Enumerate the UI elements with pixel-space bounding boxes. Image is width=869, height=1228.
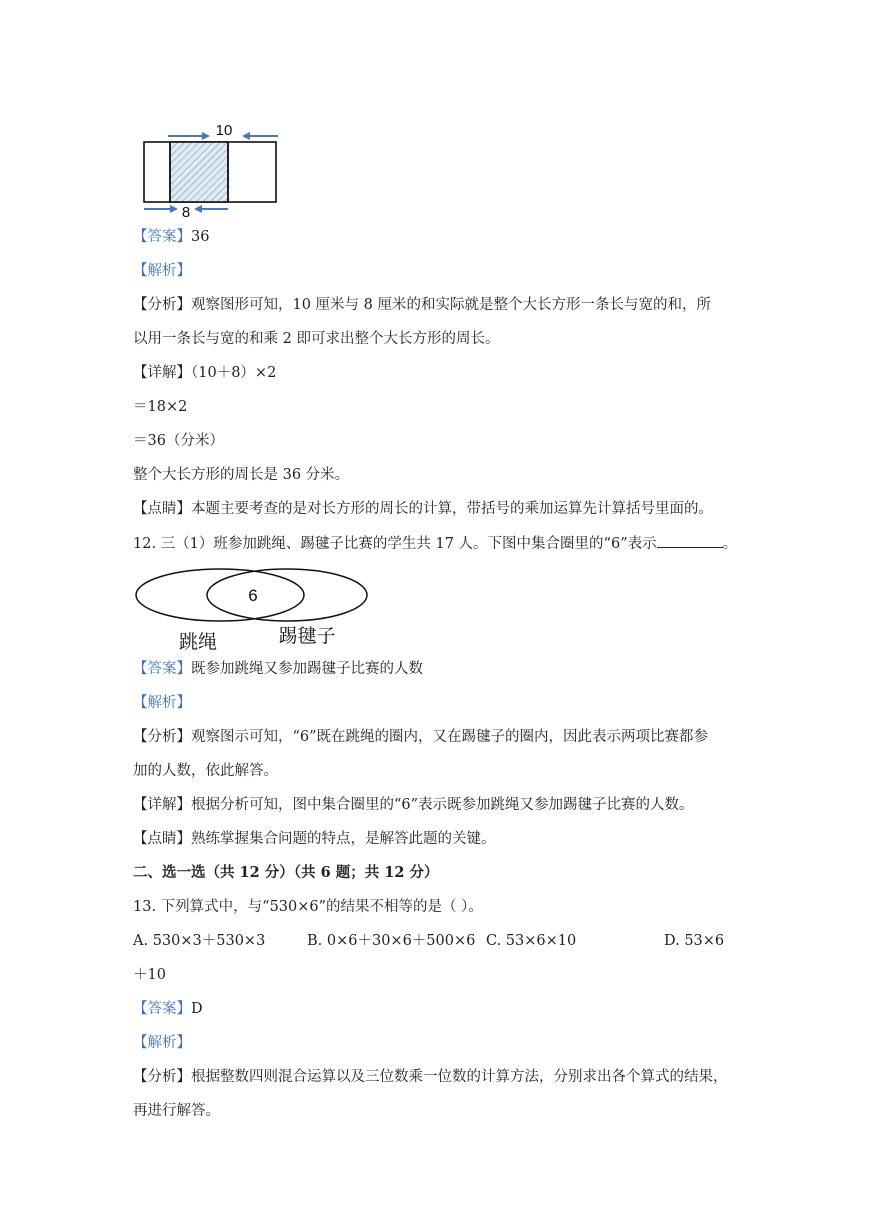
fenxi-tag: 【分析】	[133, 297, 191, 313]
bottom-label: 8	[181, 204, 191, 221]
q11-analysis-line	[133, 261, 191, 281]
q13-option-b: B. 0×6＋30×6＋500×6	[307, 933, 476, 949]
dianjing-tag: 【点睛】	[133, 501, 191, 517]
answer-blank	[657, 533, 723, 548]
analysis-tag: 【解析】	[133, 1035, 191, 1051]
q13-stem: 13. 下列算式中，与“530×6”的结果不相等的是（ ）。	[133, 899, 483, 915]
q11-xiangjie-line4: 整个大长方形的周长是 36 分米。	[133, 467, 350, 483]
q11-answer-line	[133, 227, 209, 247]
xiangjie-tag: 【详解】	[133, 365, 191, 381]
shaded-square	[170, 142, 228, 202]
q13-fenxi-line1	[133, 1067, 728, 1087]
answer-tag: 【答案】	[133, 1001, 191, 1017]
xiangjie-text: 根据分析可知，图中集合圈里的“6”表示既参加跳绳又参加踢毽子比赛的人数。	[191, 797, 694, 813]
q12-analysis-line	[133, 693, 191, 713]
dianjing-tag: 【点睛】	[133, 831, 191, 847]
q12-fenxi-line2: 加的人数，依此解答。	[133, 763, 278, 779]
q11-xiangjie-line1	[133, 363, 276, 383]
answer-text: 36	[191, 229, 210, 245]
top-label: 10	[215, 122, 233, 139]
q12-stem-text: 12. 三（1）班参加跳绳、踢毽子比赛的学生共 17 人。下图中集合圈里的“6”表示	[133, 536, 657, 552]
fenxi-text: 观察图形可知，10 厘米与 8 厘米的和实际就是整个大长方形一条长与宽的和，所	[191, 297, 712, 313]
answer-text: 既参加跳绳又参加踢毽子比赛的人数	[191, 661, 423, 677]
left-set-circle	[136, 569, 304, 621]
analysis-tag: 【解析】	[133, 263, 191, 279]
q13-option-d-cont: ＋10	[133, 967, 166, 983]
xiangjie-text: （10＋8）×2	[191, 365, 277, 381]
section-heading: 二、选一选（共 12 分）（共 6 题；共 12 分）	[133, 864, 439, 881]
rectangle-figure	[138, 118, 284, 222]
q13-option-d: D. 53×6	[664, 933, 725, 949]
q12-stem	[133, 533, 737, 554]
q11-xiangjie-line2: ＝18×2	[133, 399, 188, 415]
q12-answer-line	[133, 659, 423, 679]
q12-dianjing-line	[133, 829, 496, 849]
venn-diagram	[133, 562, 373, 654]
fenxi-tag: 【分析】	[133, 1069, 191, 1085]
q13-fenxi-line2: 再进行解答。	[133, 1103, 220, 1119]
q13-answer-line	[133, 999, 203, 1019]
q12-stem-end: 。	[722, 536, 738, 552]
q13-option-a: A. 530×3＋530×3	[133, 933, 266, 949]
q13-analysis-line	[133, 1033, 191, 1053]
answer-tag: 【答案】	[133, 661, 191, 677]
venn-right-label: 踢毽子	[278, 625, 336, 647]
fenxi-text: 根据整数四则混合运算以及三位数乘一位数的计算方法，分别求出各个算式的结果，	[191, 1069, 728, 1085]
q13-option-c: C. 53×6×10	[486, 933, 577, 949]
venn-center-value: 6	[248, 586, 258, 605]
xiangjie-tag: 【详解】	[133, 797, 191, 813]
q11-xiangjie-line3: ＝36（分米）	[133, 433, 224, 449]
q12-fenxi-line1	[133, 727, 708, 747]
answer-text: D	[191, 1001, 203, 1017]
q11-dianjing-line	[133, 499, 713, 519]
dianjing-text: 本题主要考查的是对长方形的周长的计算，带括号的乘加运算先计算括号里面的。	[191, 501, 713, 517]
q11-fenxi-line1	[133, 295, 711, 315]
fenxi-tag: 【分析】	[133, 729, 191, 745]
answer-tag: 【答案】	[133, 229, 191, 245]
right-set-circle	[207, 569, 367, 621]
q12-xiangjie-line	[133, 795, 694, 815]
analysis-tag: 【解析】	[133, 695, 191, 711]
fenxi-text: 观察图示可知，“6”既在跳绳的圈内，又在踢毽子的圈内，因此表示两项比赛都参	[191, 729, 709, 745]
venn-left-label: 跳绳	[178, 631, 218, 653]
q11-fenxi-line2: 以用一条长与宽的和乘 2 即可求出整个大长方形的周长。	[133, 331, 500, 347]
dianjing-text: 熟练掌握集合问题的特点，是解答此题的关键。	[191, 831, 496, 847]
